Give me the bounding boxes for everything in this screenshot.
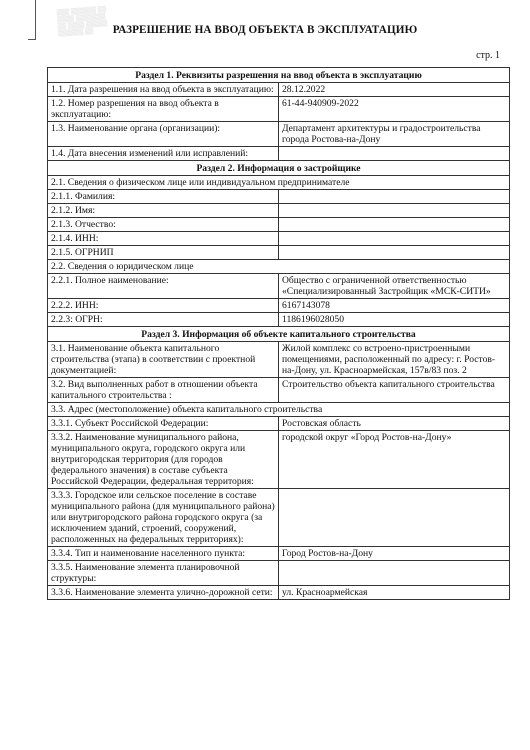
row-value: Общество с ограниченной ответственностью «Специализированный Застройщик «МСК-СИТИ» — [279, 274, 510, 299]
row-label: 3.3.6. Наименование элемента улично-дорожной сети: — [48, 586, 279, 600]
table-row — [48, 122, 510, 147]
table-row — [48, 246, 510, 260]
row-value: 6167143078 — [279, 299, 510, 313]
row-value: Департамент архитектуры и градостроительства города Ростова-на-Дону — [279, 122, 510, 147]
section-1-title: Раздел 1. Реквизиты разрешения на ввод объекта в эксплуатацию — [48, 68, 510, 83]
row-label: 3.3.1. Субъект Российской Федерации: — [48, 417, 279, 431]
row-value — [279, 218, 510, 232]
row-value: 28.12.2022 — [279, 83, 510, 97]
table-row — [48, 204, 510, 218]
row-label: 3.3.4. Тип и наименование населенного пункта: — [48, 547, 279, 561]
row-label: 3.1. Наименование объекта капитального строительства (этапа) в соответствии с проектной документацией: — [48, 342, 279, 378]
table-row — [48, 378, 510, 403]
table-row — [48, 147, 510, 161]
table-row — [48, 313, 510, 327]
subsection-3-3: 3.3. Адрес (местоположение) объекта капитального строительства — [48, 403, 510, 417]
row-label: 3.2. Вид выполненных работ в отношении объекта капитального строительства : — [48, 378, 279, 403]
section-header — [48, 68, 510, 83]
row-value: Жилой комплекс со встроено-пристроенными помещениями, расположенный по адресу: г. Ростов-на-Дону, ул. Красноармейская, 157в/83 поз. 2 — [279, 342, 510, 378]
table-row — [48, 218, 510, 232]
row-value: городской округ «Город Ростов-на-Дону» — [279, 431, 510, 489]
table-row — [48, 97, 510, 122]
row-value — [279, 489, 510, 547]
section-header — [48, 161, 510, 176]
permit-table — [47, 67, 510, 600]
row-label: 3.3.5. Наименование элемента планировочной структуры: — [48, 561, 279, 586]
faded-stamp-image: ▒▒▒ ▒▒▒▒▒▒ ▒▒ ▒▒▒▒ ▒▒▒▒▒▒▒ ▒▒ ▒▒▒▒ ▒▒▒▒▒ ▒▒▒▒▒▒ ▒▒ — [56, 6, 108, 38]
row-value — [279, 561, 510, 586]
row-label: 2.2.2. ИНН: — [48, 299, 279, 313]
row-value — [279, 246, 510, 260]
table-row — [48, 586, 510, 600]
table-row — [48, 489, 510, 547]
table-row — [48, 299, 510, 313]
subsection-row — [48, 260, 510, 274]
subsection-row — [48, 403, 510, 417]
table-row — [48, 431, 510, 489]
row-value: Город Ростов-на-Дону — [279, 547, 510, 561]
row-value: 61-44-940909-2022 — [279, 97, 510, 122]
row-value: Строительство объекта капитального строительства — [279, 378, 510, 403]
subsection-row — [48, 176, 510, 190]
row-value — [279, 147, 510, 161]
table-row — [48, 417, 510, 431]
page-number: стр. 1 — [476, 50, 500, 61]
section-3-title: Раздел 3. Информация об объекте капитального строительства — [48, 327, 510, 342]
document-title: РАЗРЕШЕНИЕ НА ВВОД ОБЪЕКТА В ЭКСПЛУАТАЦИЮ — [112, 24, 418, 36]
table-row — [48, 342, 510, 378]
row-value: Ростовская область — [279, 417, 510, 431]
section-2-title: Раздел 2. Информация о застройщике — [48, 161, 510, 176]
table-row — [48, 232, 510, 246]
row-label: 1.4. Дата внесения изменений или исправлений: — [48, 147, 279, 161]
subsection-2-1: 2.1. Сведения о физическом лице или индивидуальном предпринимателе — [48, 176, 510, 190]
row-label: 2.2.3: ОГРН: — [48, 313, 279, 327]
row-label: 3.3.2. Наименование муниципального района, муниципального округа, городского округа или внутригородская территория (для городов федерального значения) в составе субъекта Российской Федерации, федеральная территория: — [48, 431, 279, 489]
table-row — [48, 274, 510, 299]
row-label: 2.1.4. ИНН: — [48, 232, 279, 246]
row-value — [279, 190, 510, 204]
row-value: ул. Красноармейская — [279, 586, 510, 600]
row-label: 2.1.3. Отчество: — [48, 218, 279, 232]
table-row — [48, 561, 510, 586]
table-row — [48, 190, 510, 204]
row-label: 3.3.3. Городское или сельское поселение в составе муниципального района (для муниципального района) или внутригородского района городского округа (за исключением зданий, строений, сооружений, расположенных на федеральных территориях): — [48, 489, 279, 547]
row-label: 1.1. Дата разрешения на ввод объекта в эксплуатацию: — [48, 83, 279, 97]
row-label: 1.2. Номер разрешения на ввод объекта в эксплуатацию: — [48, 97, 279, 122]
row-label: 2.1.1. Фамилия: — [48, 190, 279, 204]
row-label: 2.1.5. ОГРНИП — [48, 246, 279, 260]
row-value — [279, 204, 510, 218]
table-row — [48, 547, 510, 561]
row-value: 1186196028050 — [279, 313, 510, 327]
table-row — [48, 83, 510, 97]
subsection-2-2: 2.2. Сведения о юридическом лице — [48, 260, 510, 274]
row-label: 2.1.2. Имя: — [48, 204, 279, 218]
row-label: 1.3. Наименование органа (организации): — [48, 122, 279, 147]
row-label: 2.2.1. Полное наименование: — [48, 274, 279, 299]
row-value — [279, 232, 510, 246]
section-header — [48, 327, 510, 342]
